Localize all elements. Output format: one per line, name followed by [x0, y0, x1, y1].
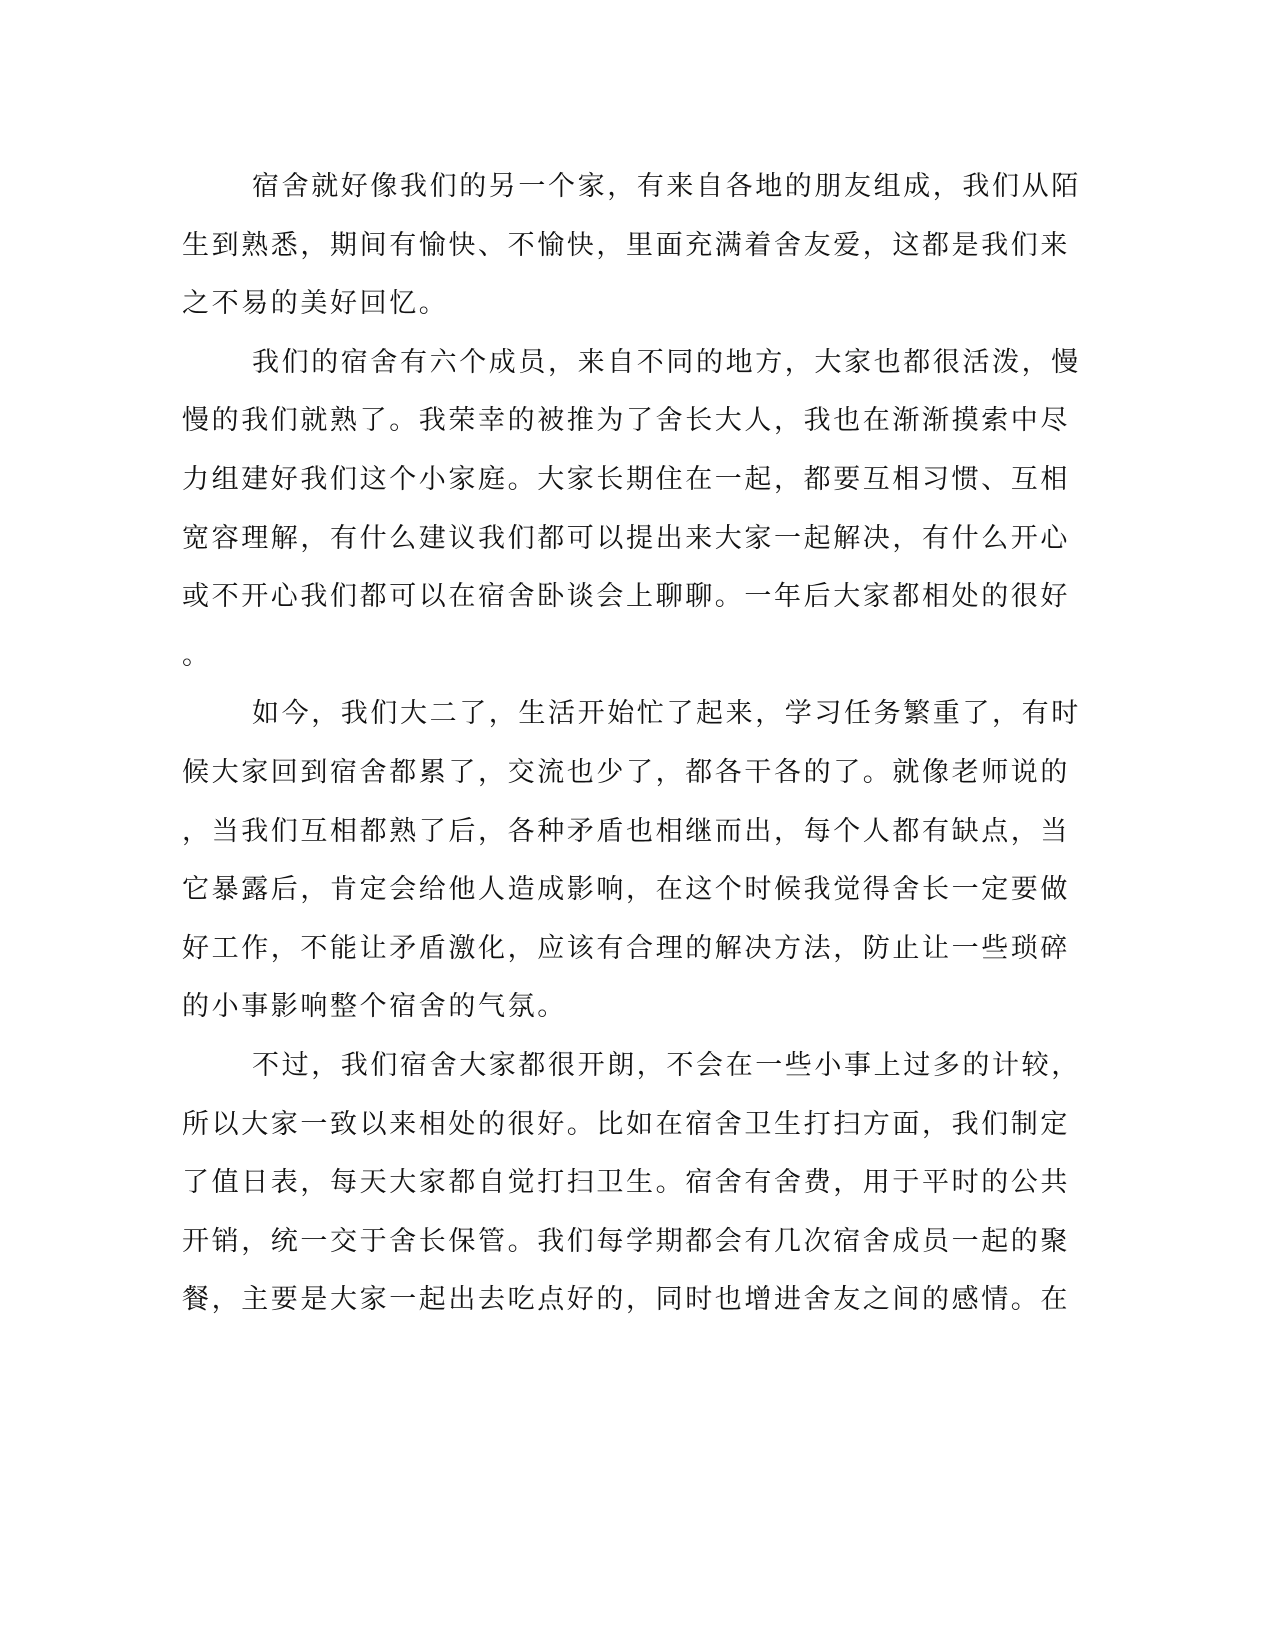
text-line: 或不开心我们都可以在宿舍卧谈会上聊聊。一年后大家都相处的很好 [182, 581, 1070, 613]
text-line: 了值日表，每天大家都自觉打扫卫生。宿舍有舍费，用于平时的公共 [182, 1167, 1070, 1199]
text-line: 力组建好我们这个小家庭。大家长期住在一起，都要互相习惯、互相 [182, 463, 1070, 495]
text-line: 。 [182, 639, 212, 671]
text-line: 所以大家一致以来相处的很好。比如在宿舍卫生打扫方面，我们制定 [182, 1108, 1070, 1140]
text-line: 的小事影响整个宿舍的气氛。 [182, 991, 567, 1023]
body-text [182, 158, 1081, 1330]
text-line: 开销，统一交于舍长保管。我们每学期都会有几次宿舍成员一起的聚 [182, 1225, 1070, 1257]
text-line: 好工作，不能让矛盾激化，应该有合理的解决方法，防止让一些琐碎 [182, 932, 1070, 964]
text-line: 之不易的美好回忆。 [182, 288, 449, 320]
text-line: 不过，我们宿舍大家都很开朗，不会在一些小事上过多的计较， [252, 1049, 1081, 1081]
text-line: ，当我们互相都熟了后，各种矛盾也相继而出，每个人都有缺点，当 [182, 815, 1070, 847]
text-line: 慢的我们就熟了。我荣幸的被推为了舍长大人，我也在渐渐摸索中尽 [182, 405, 1070, 437]
text-line: 宿舍就好像我们的另一个家，有来自各地的朋友组成，我们从陌 [252, 171, 1081, 202]
text-line: 如今，我们大二了，生活开始忙了起来，学习任务繁重了，有时 [252, 698, 1081, 730]
text-line: 宽容理解，有什么建议我们都可以提出来大家一起解决，有什么开心 [182, 522, 1070, 554]
text-line: 餐，主要是大家一起出去吃点好的，同时也增进舍友之间的感情。在 [182, 1284, 1070, 1316]
text-line: 我们的宿舍有六个成员，来自不同的地方，大家也都很活泼，慢 [252, 346, 1081, 378]
text-line: 它暴露后，肯定会给他人造成影响，在这个时候我觉得舍长一定要做 [182, 874, 1070, 906]
text-line: 生到熟悉，期间有愉快、不愉快，里面充满着舍友爱，这都是我们来 [182, 229, 1070, 261]
text-line: 候大家回到宿舍都累了，交流也少了，都各干各的了。就像老师说的 [182, 756, 1070, 788]
